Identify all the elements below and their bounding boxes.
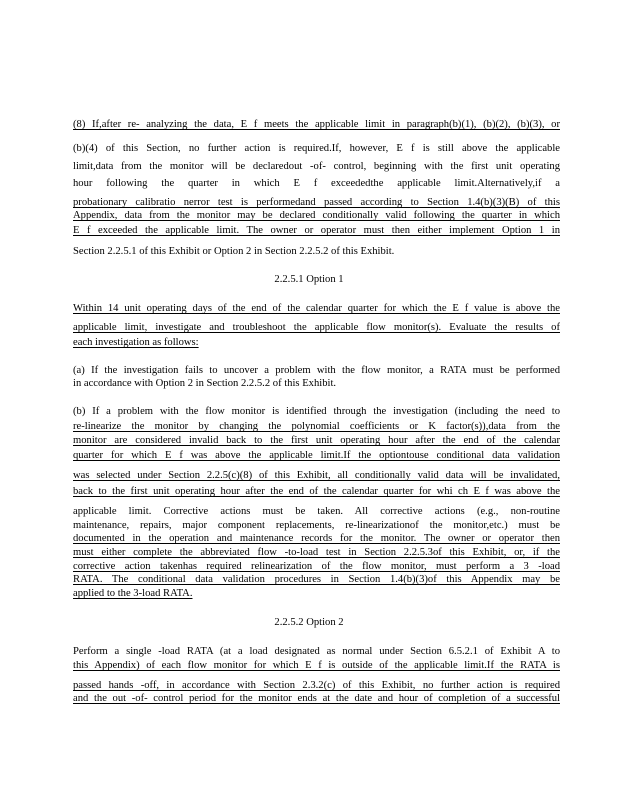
text-line: was selected under Section 2.2.5(c)(8) of this Exhibit, all conditionally valid data will be invalidated,	[73, 470, 560, 481]
text-line: applicable limit. Corrective actions must be taken. All corrective actions (e.g., non-routine	[73, 506, 560, 517]
text-line: Within 14 unit operating days of the end of the calendar quarter for which the E f value is above the	[73, 303, 560, 314]
text-line: re-linearize the monitor by changing the polynomial coefficients or K factor(s)),data from the	[73, 421, 560, 432]
text-line: quarter for which E f was above the applicable limit.If the optiontouse conditional data validation	[73, 450, 560, 461]
text-line: must either complete the abbreviated flow -to-load test in Section 2.2.5.3of this Exhibit, or, if the	[73, 547, 560, 558]
text-line: probationary calibratio nerror test is performedand passed according to Section 1.4(b)(3)(B) of this	[73, 197, 560, 208]
text-line: and the out -of- control period for the monitor ends at the date and hour of completion of a successful	[73, 693, 560, 704]
text-line: back to the first unit operating hour after the end of the calendar quarter for whi ch E f was above the	[73, 486, 560, 497]
text-line: RATA. The conditional data validation procedures in Section 1.4(b)(3)of this Appendix may be	[73, 574, 560, 585]
text-line: maintenance, repairs, major component replacements, re-linearizationof the monitor,etc.) must be	[73, 520, 560, 531]
text-line: documented in the operation and maintenance records for the monitor. The owner or operator then	[73, 533, 560, 544]
text-line: (b)(4) of this Section, no further action is required.If, however, E f is still above the applicable	[73, 143, 560, 154]
text-line: (b) If a problem with the flow monitor is identified through the investigation (including the need to	[73, 406, 560, 417]
text-line: Perform a single -load RATA (at a load designated as normal under Section 6.5.2.1 of Exhibit A to	[73, 646, 560, 657]
text-line: passed hands -off, in accordance with Section 2.3.2(c) of this Exhibit, no further action is required	[73, 680, 560, 691]
text-line: Section 2.2.5.1 of this Exhibit or Option 2 in Section 2.2.5.2 of this Exhibit.	[73, 246, 395, 257]
text-line: in accordance with Option 2 in Section 2.2.5.2 of this Exhibit.	[73, 378, 337, 389]
text-line: limit,data from the monitor will be declaredout -of- control, beginning with the first unit operating	[73, 161, 560, 172]
text-line: (a) If the investigation fails to uncover a problem with the flow monitor, a RATA must be performed	[73, 365, 560, 376]
text-line: each investigation as follows:	[73, 337, 199, 348]
text-line: hour following the quarter in which E f exceededthe applicable limit.Alternatively,if a	[73, 178, 560, 189]
text-line: corrective action takenhas required relinearization of the flow monitor, must perform a 3 -load	[73, 561, 560, 572]
text-line: this Appendix) of each flow monitor for which E f is outside of the applicable limit.If the RATA is	[73, 660, 560, 671]
text-line: Appendix, data from the monitor may be declared conditionally valid following the quarter in which	[73, 210, 560, 221]
text-line: (8) If,after re- analyzing the data, E f meets the applicable limit in paragraph(b)(1), (b)(2), (b)(3), or	[73, 119, 560, 130]
text-line: applied to the 3-load RATA.	[73, 588, 193, 599]
text-line: E f exceeded the applicable limit. The owner or operator must then either implement Option 1 in	[73, 225, 560, 236]
section-heading: 2.2.5.1 Option 1	[274, 274, 344, 285]
text-line: applicable limit, investigate and troubleshoot the applicable flow monitor(s). Evaluate the results of	[73, 322, 560, 333]
section-heading: 2.2.5.2 Option 2	[274, 617, 344, 628]
text-line: monitor are considered invalid back to the first unit operating hour after the end of the calendar	[73, 435, 560, 446]
